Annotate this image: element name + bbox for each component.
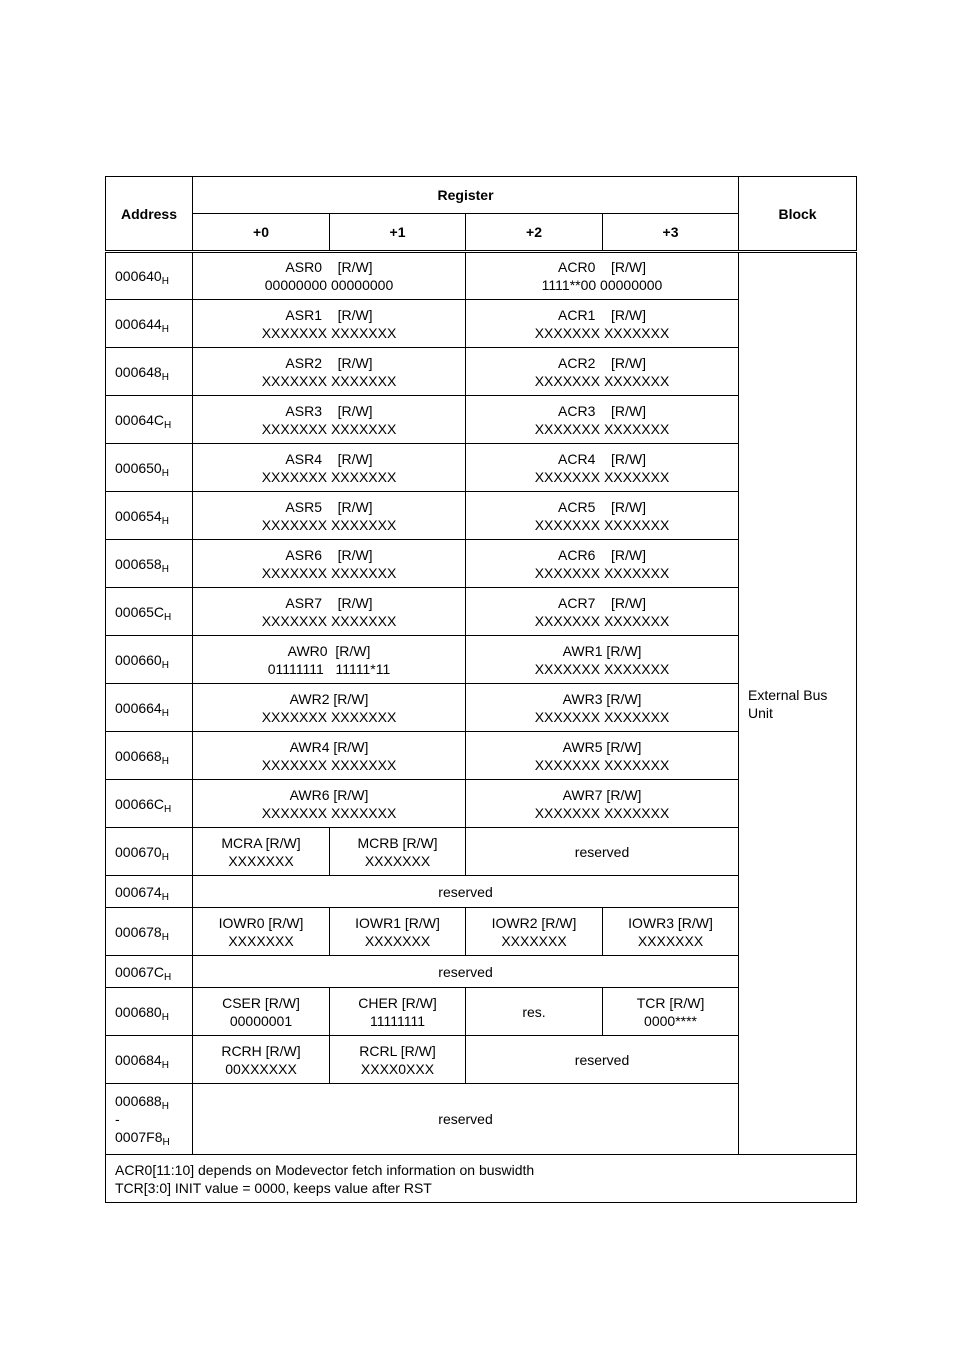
- hex-suffix: H: [161, 467, 169, 479]
- address-value: 000680: [115, 1003, 162, 1020]
- register-cell: [193, 588, 466, 636]
- register-title: AWR4 [R/W]: [289, 738, 369, 755]
- address-cell: [106, 780, 193, 828]
- register-cell: [193, 732, 466, 780]
- register-cell: [193, 396, 466, 444]
- register-name: ASR2: [285, 354, 322, 371]
- address-value: 000674: [115, 883, 162, 900]
- register-cell: [193, 348, 466, 396]
- register-cell: [466, 684, 739, 732]
- register-cell: [193, 444, 466, 492]
- register-value: 00000000 00000000: [264, 277, 394, 293]
- address-cell: [106, 396, 193, 444]
- register-value: 00XXXXXX: [225, 1060, 297, 1077]
- access-annotation: [R/W]: [610, 498, 646, 515]
- register-name: ASR6: [285, 546, 322, 563]
- access-annotation: [R/W]: [610, 450, 646, 467]
- address-range-cell: [106, 1084, 193, 1155]
- register-title: TCR [R/W]: [636, 994, 705, 1011]
- hex-suffix: H: [161, 707, 169, 719]
- register-value: XXXXXXX XXXXXXX: [534, 804, 670, 821]
- register-cell: [193, 252, 466, 300]
- header-row-top: [106, 177, 857, 214]
- register-value: XXXXXXX XXXXXXX: [261, 420, 397, 437]
- access-annotation: [R/W]: [337, 354, 373, 371]
- register-cell: [193, 540, 466, 588]
- address-value: 0007F8: [115, 1129, 163, 1145]
- register-value: XXXXXXX XXXXXXX: [534, 612, 670, 629]
- access-annotation: [R/W]: [610, 306, 646, 323]
- address-cell: [106, 348, 193, 396]
- register-value: XXXXXXX: [637, 932, 704, 949]
- address-value: 000668: [115, 747, 162, 764]
- access-annotation: [R/W]: [337, 546, 373, 563]
- register-cell: [466, 492, 739, 540]
- address-cell: [106, 828, 193, 876]
- register-cell: [193, 684, 466, 732]
- address-value: 000658: [115, 555, 162, 572]
- register-value: XXXXXXX XXXXXXX: [261, 372, 397, 389]
- register-title: MCRB [R/W]: [357, 834, 438, 851]
- offset-header-2: +2: [466, 214, 603, 252]
- reserved-cell: reserved: [193, 1084, 739, 1155]
- register-value: XXXXXXX XXXXXXX: [534, 756, 670, 773]
- register-value: XXXXXXX XXXXXXX: [261, 708, 397, 725]
- hex-suffix: H: [164, 971, 172, 983]
- register-title: RCRH [R/W]: [221, 1042, 301, 1059]
- hex-suffix: H: [161, 323, 169, 335]
- register-cell: [466, 908, 603, 956]
- address-value: 000684: [115, 1051, 162, 1068]
- hex-suffix: H: [161, 1011, 169, 1023]
- access-annotation: [R/W]: [610, 546, 646, 563]
- hex-suffix: H: [164, 419, 172, 431]
- register-name: ACR4: [558, 450, 596, 467]
- register-title: IOWR3 [R/W]: [628, 914, 713, 931]
- register-cell: [330, 988, 466, 1036]
- reserved-cell: reserved: [466, 828, 739, 876]
- reserved-cell: reserved: [466, 1036, 739, 1084]
- register-cell: [603, 988, 739, 1036]
- register-cell: [466, 300, 739, 348]
- register-value: XXXXXXX XXXXXXX: [534, 516, 670, 533]
- register-name: ACR2: [558, 354, 596, 371]
- hex-suffix: H: [161, 931, 169, 943]
- address-cell: [106, 588, 193, 636]
- register-cell: [330, 1036, 466, 1084]
- address-cell: [106, 876, 193, 908]
- access-annotation: [R/W]: [610, 259, 646, 275]
- register-title: RCRL [R/W]: [359, 1042, 436, 1059]
- block-cell: External Bus Unit: [739, 252, 857, 1155]
- range-dash: -: [115, 1111, 120, 1127]
- register-value: 01111111 11111*11: [267, 660, 391, 677]
- address-value: 00064C: [115, 411, 165, 428]
- address-value: 000644: [115, 315, 162, 332]
- register-value: XXXXXXX XXXXXXX: [534, 468, 670, 485]
- hex-suffix: H: [161, 891, 169, 903]
- address-cell: [106, 492, 193, 540]
- access-annotation: [R/W]: [610, 402, 646, 419]
- hex-suffix: H: [161, 1101, 169, 1112]
- register-cell: [193, 636, 466, 684]
- register-value: XXXXXXX: [228, 852, 294, 869]
- register-cell: [466, 444, 739, 492]
- hex-suffix: H: [164, 611, 172, 623]
- register-value: XXXXXXX XXXXXXX: [261, 756, 397, 773]
- register-value: XXXXXXX XXXXXXX: [534, 420, 670, 437]
- access-annotation: [R/W]: [337, 450, 373, 467]
- register-cell: [466, 540, 739, 588]
- register-cell: [466, 588, 739, 636]
- address-cell: [106, 636, 193, 684]
- register-name: ACR7: [558, 594, 596, 611]
- access-annotation: [R/W]: [337, 498, 373, 515]
- register-name: ACR3: [558, 402, 596, 419]
- register-title: AWR0 [R/W]: [287, 642, 371, 659]
- address-value: 00065C: [115, 603, 165, 620]
- hex-suffix: H: [161, 563, 169, 575]
- address-value: 000660: [115, 651, 162, 668]
- register-name: ASR0: [285, 259, 322, 275]
- reserved-cell: reserved: [193, 956, 739, 988]
- register-name: ASR7: [285, 594, 322, 611]
- register-name: ACR5: [558, 498, 596, 515]
- register-cell: [193, 908, 330, 956]
- hex-suffix: H: [161, 659, 169, 671]
- offset-header-3: +3: [603, 214, 739, 252]
- access-annotation: [R/W]: [337, 402, 373, 419]
- address-value: 000688: [115, 1093, 162, 1109]
- register-title: CHER [R/W]: [358, 994, 437, 1011]
- note-line: ACR0[11:10] depends on Modevector fetch information on buswidth: [115, 1161, 535, 1178]
- register-title: AWR1 [R/W]: [562, 642, 642, 659]
- register-value: 00000001: [229, 1012, 293, 1029]
- register-value: XXXXXXX XXXXXXX: [261, 612, 397, 629]
- register-name: ASR1: [285, 306, 322, 323]
- register-cell: [330, 908, 466, 956]
- register-value: XXXXXXX XXXXXXX: [534, 324, 670, 341]
- note-line: TCR[3:0] INIT value = 0000, keeps value after RST: [115, 1179, 432, 1196]
- address-cell: [106, 444, 193, 492]
- register-value: 1111**00 00000000: [541, 277, 663, 293]
- register-value: 11111111: [369, 1012, 425, 1029]
- register-cell: [193, 780, 466, 828]
- offset-header-1: +1: [330, 214, 466, 252]
- register-name: ASR3: [285, 402, 322, 419]
- address-value: 000648: [115, 363, 162, 380]
- address-header: Address: [106, 177, 193, 252]
- address-value: 000670: [115, 843, 162, 860]
- address-cell: [106, 732, 193, 780]
- register-title: AWR7 [R/W]: [562, 786, 642, 803]
- reserved-cell: reserved: [193, 876, 739, 908]
- register-name: ACR1: [558, 306, 596, 323]
- register-title: IOWR2 [R/W]: [491, 914, 577, 931]
- register-cell: [330, 828, 466, 876]
- hex-suffix: H: [161, 755, 169, 767]
- hex-suffix: H: [161, 1059, 169, 1071]
- register-value: XXXXXXX: [364, 852, 431, 869]
- address-cell: [106, 908, 193, 956]
- register-value: XXXXXXX XXXXXXX: [261, 804, 397, 821]
- address-cell: [106, 1036, 193, 1084]
- address-cell: [106, 684, 193, 732]
- register-value: XXXXXXX: [228, 932, 294, 949]
- register-value: XXXXXXX XXXXXXX: [261, 468, 397, 485]
- register-cell: [466, 780, 739, 828]
- register-title: AWR6 [R/W]: [289, 786, 369, 803]
- register-value: XXXXXXX XXXXXXX: [261, 564, 397, 581]
- access-annotation: [R/W]: [610, 354, 646, 371]
- register-cell: [603, 908, 739, 956]
- register-name: ACR6: [558, 546, 596, 563]
- address-value: 000678: [115, 923, 162, 940]
- address-value: 000640: [115, 268, 162, 284]
- register-name: ACR0: [558, 259, 596, 275]
- address-value: 000654: [115, 507, 162, 524]
- address-value: 000650: [115, 459, 162, 476]
- register-title: IOWR1 [R/W]: [355, 914, 440, 931]
- register-value: XXXXXXX: [364, 932, 431, 949]
- hex-suffix: H: [161, 515, 169, 527]
- notes-row: [106, 1155, 857, 1203]
- hex-suffix: H: [161, 371, 169, 383]
- access-annotation: [R/W]: [337, 259, 373, 275]
- address-cell: [106, 956, 193, 988]
- register-cell: [466, 252, 739, 300]
- register-cell: [466, 636, 739, 684]
- register-title: AWR5 [R/W]: [562, 738, 642, 755]
- access-annotation: [R/W]: [337, 306, 373, 323]
- register-cell: [193, 828, 330, 876]
- register-value: XXXXXXX: [501, 932, 567, 949]
- address-cell: [106, 252, 193, 300]
- address-cell: [106, 988, 193, 1036]
- hex-suffix: H: [164, 803, 172, 815]
- hex-suffix: H: [161, 851, 169, 863]
- register-cell: [466, 732, 739, 780]
- register-title: MCRA [R/W]: [221, 834, 301, 851]
- register-value: 0000****: [644, 1012, 697, 1029]
- register-value: XXXX0XXX: [360, 1060, 435, 1077]
- register-value: XXXXXXX XXXXXXX: [261, 324, 397, 341]
- register-value: XXXXXXX XXXXXXX: [534, 708, 670, 725]
- register-title: AWR3 [R/W]: [562, 690, 642, 707]
- offset-header-0: +0: [193, 214, 330, 252]
- hex-suffix: H: [161, 276, 169, 287]
- address-value: 00067C: [115, 963, 165, 980]
- register-map-table: [105, 176, 857, 1203]
- hex-suffix: H: [162, 1137, 170, 1148]
- register-cell: [193, 988, 330, 1036]
- reserved-cell: res.: [466, 988, 603, 1036]
- table-row: [106, 252, 857, 300]
- register-header: Register: [193, 177, 739, 214]
- register-cell: [193, 1036, 330, 1084]
- register-cell: [466, 396, 739, 444]
- block-header: Block: [739, 177, 857, 252]
- register-title: AWR2 [R/W]: [289, 690, 369, 707]
- register-cell: [193, 492, 466, 540]
- register-value: XXXXXXX XXXXXXX: [534, 660, 670, 677]
- notes-cell: [106, 1155, 857, 1203]
- register-cell: [193, 300, 466, 348]
- address-cell: [106, 300, 193, 348]
- register-value: XXXXXXX XXXXXXX: [261, 516, 397, 533]
- register-value: XXXXXXX XXXXXXX: [534, 564, 670, 581]
- register-title: CSER [R/W]: [222, 994, 300, 1011]
- address-cell: [106, 540, 193, 588]
- register-name: ASR4: [285, 450, 322, 467]
- register-value: XXXXXXX XXXXXXX: [534, 372, 670, 389]
- register-name: ASR5: [285, 498, 322, 515]
- access-annotation: [R/W]: [610, 594, 646, 611]
- register-cell: [466, 348, 739, 396]
- address-value: 00066C: [115, 795, 165, 812]
- register-title: IOWR0 [R/W]: [218, 914, 304, 931]
- address-value: 000664: [115, 699, 162, 716]
- access-annotation: [R/W]: [337, 594, 373, 611]
